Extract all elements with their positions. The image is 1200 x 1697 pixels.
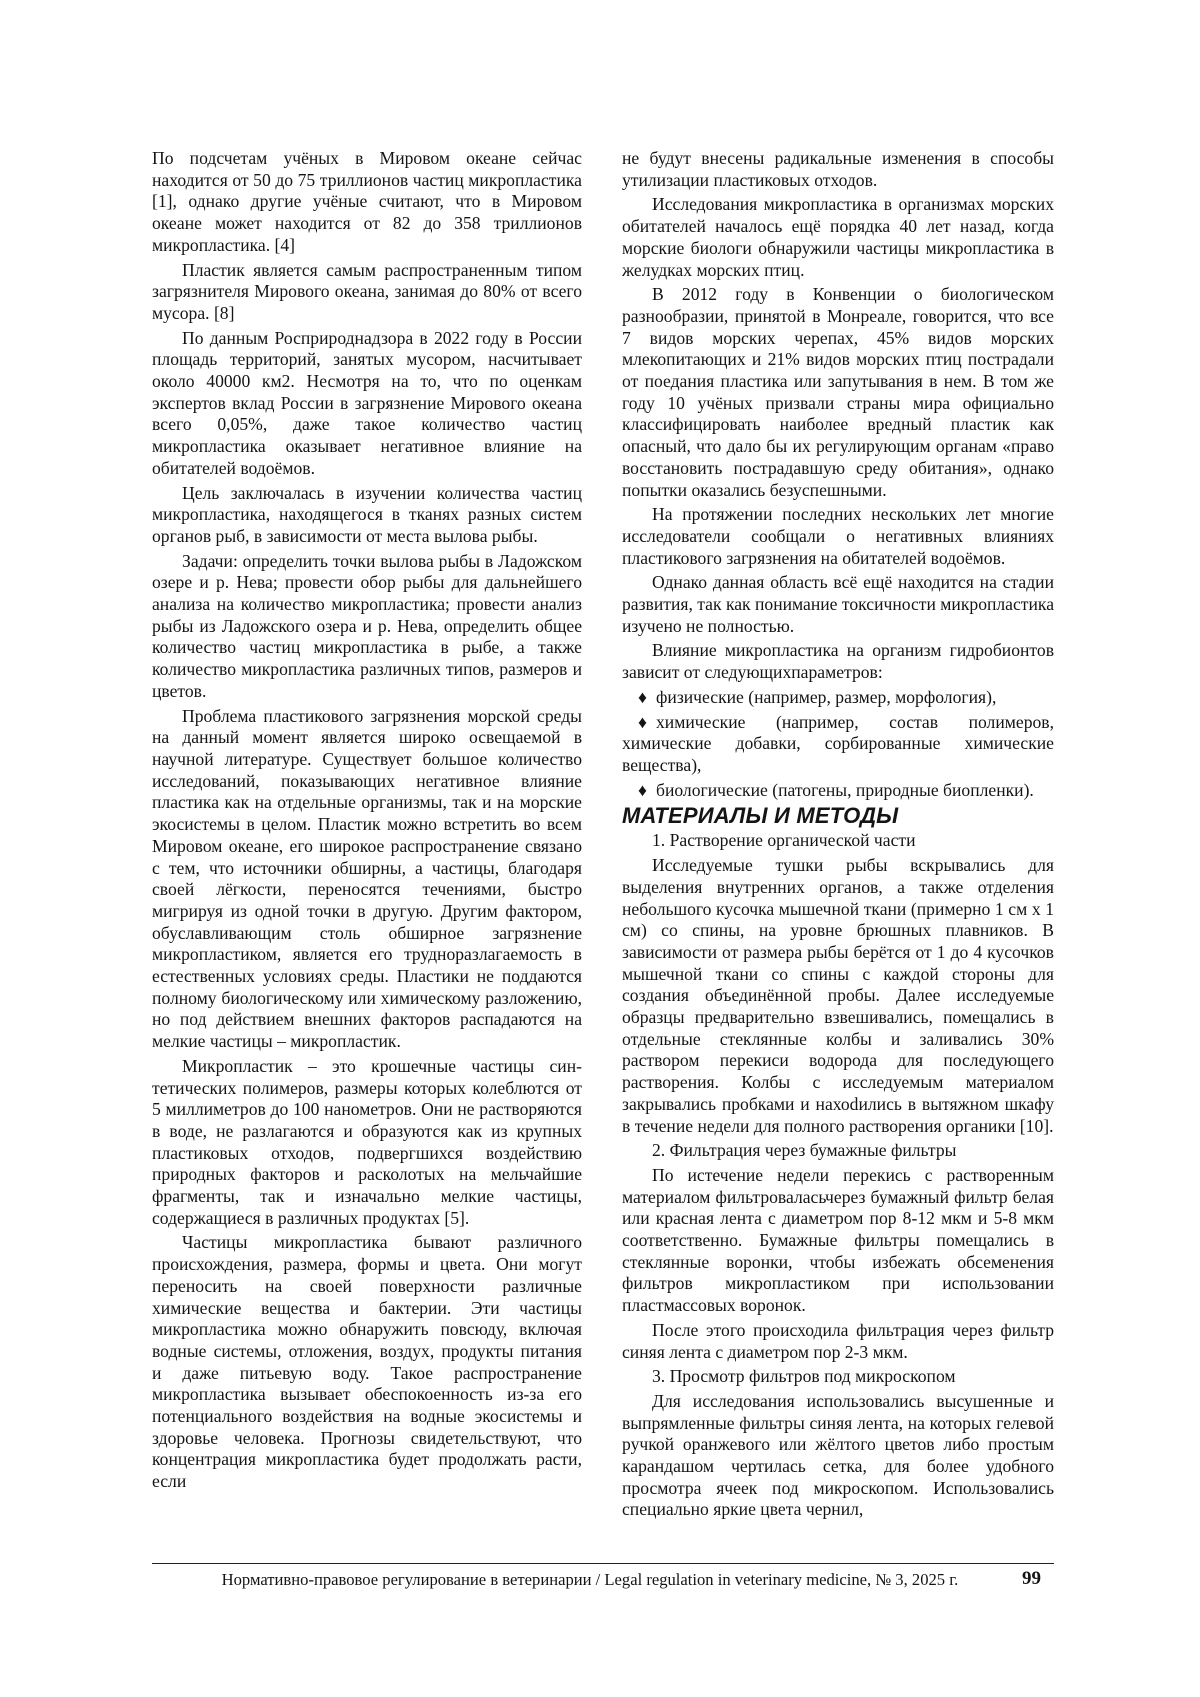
- method-heading: 3. Просмотр фильтров под микроскопом: [622, 1366, 1054, 1388]
- left-column: [152, 148, 582, 1496]
- body-paragraph: Проблема пластикового загрязнения морской среды на данный момент является широко осве­щаемой в научной литературе. Существует боль­шое количество исследований, показывающих негативное влияние пластика как на отдельные организмы, так и на морские экосистемы в це­лом. Пластик можно встретить во всем Мировом океане, его широкое распространение связано с тем, что источники обширны, а частицы, благо­даря своей лёгкости, переносятся течениями, быстро мигрируя из одной точки в другую. Дру­гим фактором, обуславливающим столь обшир­ное загрязнение микропластиком, является его трудноразлагаемость в естественных условиях среды. Пластики не поддаются полному биологи­ческому или химическому разложению, но под действием внешних факторов распадаются на мелкие частицы – микропластик.: [152, 706, 582, 1053]
- body-paragraph: После этого происходила фильтрация через фильтр синяя лента с диаметром пор 2-3 мкм.: [622, 1320, 1054, 1363]
- body-paragraph: Исследуемые тушки рыбы вскрывались для выделения внутренних органов, а также отделения небольшого кусочка мышечной ткани (примерно 1 см х 1 см) со спины, на уровне брюшных плавни­ков. В зависимости от размера рыбы берётся от 1 до 4 кусочков мышечной ткани со спины с каждой стороны для создания объединённой пробы. Далее исследуемые образцы предварительно взвешива­лись, помещались в отдельные стеклянные колбы и заливались 30% раствором перекиси водорода для последующего растворения. Колбы с исследу­емым материалом закрывались пробками и нахо­dились в вытяжном шкафу в течение недели для полного растворения органики [10].: [622, 855, 1054, 1137]
- right-column: [622, 148, 1054, 1524]
- body-paragraph: В 2012 году в Конвенции о биологическом разнообразии, принятой в Монреале, говорится, что все 7 видов морских черепах, 45% видов морских млекопитающих и 21% видов морских птиц пострадали от поедания пластика или запу­тывания в нем. В том же году 10 учёных призва­ли страны мира официально классифицировать наиболее вредный пластик как опасный, что дало бы их регулирующим органам «право восстано­вить пострадавшую среду обитания», однако попытки оказались безуспешными.: [622, 284, 1054, 501]
- body-paragraph: На протяжении последних нескольких лет многие исследователи сообщали о негативных влияниях пластикового загрязнения на обитате­лей водоёмов.: [622, 504, 1054, 569]
- body-paragraph: Исследования микропластика в организмах морских обитателей началось ещё порядка 40 лет назад, когда морские биологи обнаружили части­цы микропластика в желудках морских птиц.: [622, 194, 1054, 281]
- method-heading: 1. Растворение органической части: [622, 830, 1054, 852]
- body-paragraph: Однако данная область всё ещё находится на стадии развития, так как понимание токсичности микропластика изучено не полностью.: [622, 572, 1054, 637]
- page-number: 99: [1022, 1568, 1041, 1590]
- body-paragraph: По подсчетам учёных в Мировом океане сейчас находится от 50 до 75 триллионов частиц микро­пластика [1], однако другие учёные считают, что в Мировом океане может находится от 82 до 358 триллионов микропластика. [4]: [152, 148, 582, 257]
- body-paragraph: не будут внесены радикальные изменения в спо­собы утилизации пластиковых отходов.: [622, 148, 1054, 191]
- section-title: МАТЕРИАЛЫ И МЕТОДЫ: [622, 804, 1054, 828]
- body-paragraph: Влияние микропластика на организм гидро­бионтов зависит от следующихпараметров:: [622, 640, 1054, 683]
- body-paragraph: По данным Росприроднадзора в 2022 году в России площадь территорий, занятых мусором, насчитывает около 40000 км2. Несмотря на то, что по оценкам экспертов вклад России в загряз­нение Мирового океана всего 0,05%, даже такое количество частиц микропластика оказывает негативное влияние на обитателей водоёмов.: [152, 328, 582, 480]
- body-paragraph: Пластик является самым распространенным типом загрязнителя Мирового океана, занимая до 80% от всего мусора. [8]: [152, 260, 582, 325]
- list-item-text: химические (например, состав полимеров, химические добавки, сорбированные химические вещества),: [622, 712, 1054, 775]
- diamond-bullet-icon: ♦: [638, 780, 656, 802]
- body-paragraph: Задачи: определить точки вылова рыбы в Ла­дожском озере и р. Нева; провести обор рыбы для дальнейшего анализа на количество микропласти­ка; провести анализ рыбы из Ладожского озера и р. Нева, определить общее количество частиц микропластика в рыбе, а также количество микро­пластика различных типов, размеров и цветов.: [152, 551, 582, 703]
- body-paragraph: Микропластик – это крошечные частицы син­тетических полимеров, размеры которых колеб­лются от 5 миллиметров до 100 нанометров. Они не растворяются в воде, не разлагаются и образу­ются как из крупных пластиковых отходов, под­вергшихся воздействию природных факторов и расколотых на мельчайшие фрагменты, так и изначально мелкие частицы, содержащиеся в различных продуктах [5].: [152, 1056, 582, 1230]
- body-paragraph: Частицы микропластика бывают различного происхождения, размера, формы и цвета. Они могут переносить на своей поверхности различ­ные химические вещества и бактерии. Эти части­цы микропластика можно обнаружить повсюду, включая водные системы, отложения, воздух, продукты питания и даже питьевую воду. Такое распространение микропластика вызывает обес­покоенность из-за его потенциального воздей­ствия на водные экосистемы и здоровье челове­ка. Прогнозы свидетельствуют, что концентра­ция микропластика будет продолжать расти, если: [152, 1232, 582, 1492]
- body-paragraph: Цель заключалась в изучении количества ча­стиц микропластика, находящегося в тканях раз­ных систем органов рыб, в зависимости от места вылова рыбы.: [152, 483, 582, 548]
- list-item: [622, 712, 1054, 777]
- body-paragraph: По истечение недели перекись с растворен­ным материалом фильтроваласьчерез бумажный фильтр белая или красная лента с диаметром пор 8-12 мкм и 5-8 мкм соответственно. Бумажные фильтры помещались в стеклянные воронки, что­бы избежать обсеменения фильтров микропласти­ком при использовании пластмассовых воронок.: [622, 1165, 1054, 1317]
- journal-footer: Нормативно-правовое регулирование в ветеринарии / Legal regulation in veterinary medicine, № 3, 2025 г.: [170, 1569, 1010, 1591]
- method-heading: 2. Фильтрация через бумажные фильтры: [622, 1140, 1054, 1162]
- footer-divider: [152, 1563, 1054, 1564]
- diamond-bullet-icon: ♦: [638, 687, 656, 709]
- list-item: [622, 780, 1054, 802]
- diamond-bullet-icon: ♦: [638, 712, 656, 734]
- list-item: [622, 687, 1054, 709]
- list-item-text: биологические (патогены, природные биопленки).: [656, 780, 1034, 800]
- list-item-text: физические (например, размер, морфология),: [656, 687, 996, 707]
- body-paragraph: Для исследования использовались высушенные и выпрямленные фильтры синяя лента, на которых гелевой ручкой оранжевого или жёлтого цветов либо простым карандашом чертилась сетка, для более удобного просмотра ячеек под микроскопом. Использовались специально яркие цвета чернил,: [622, 1391, 1054, 1521]
